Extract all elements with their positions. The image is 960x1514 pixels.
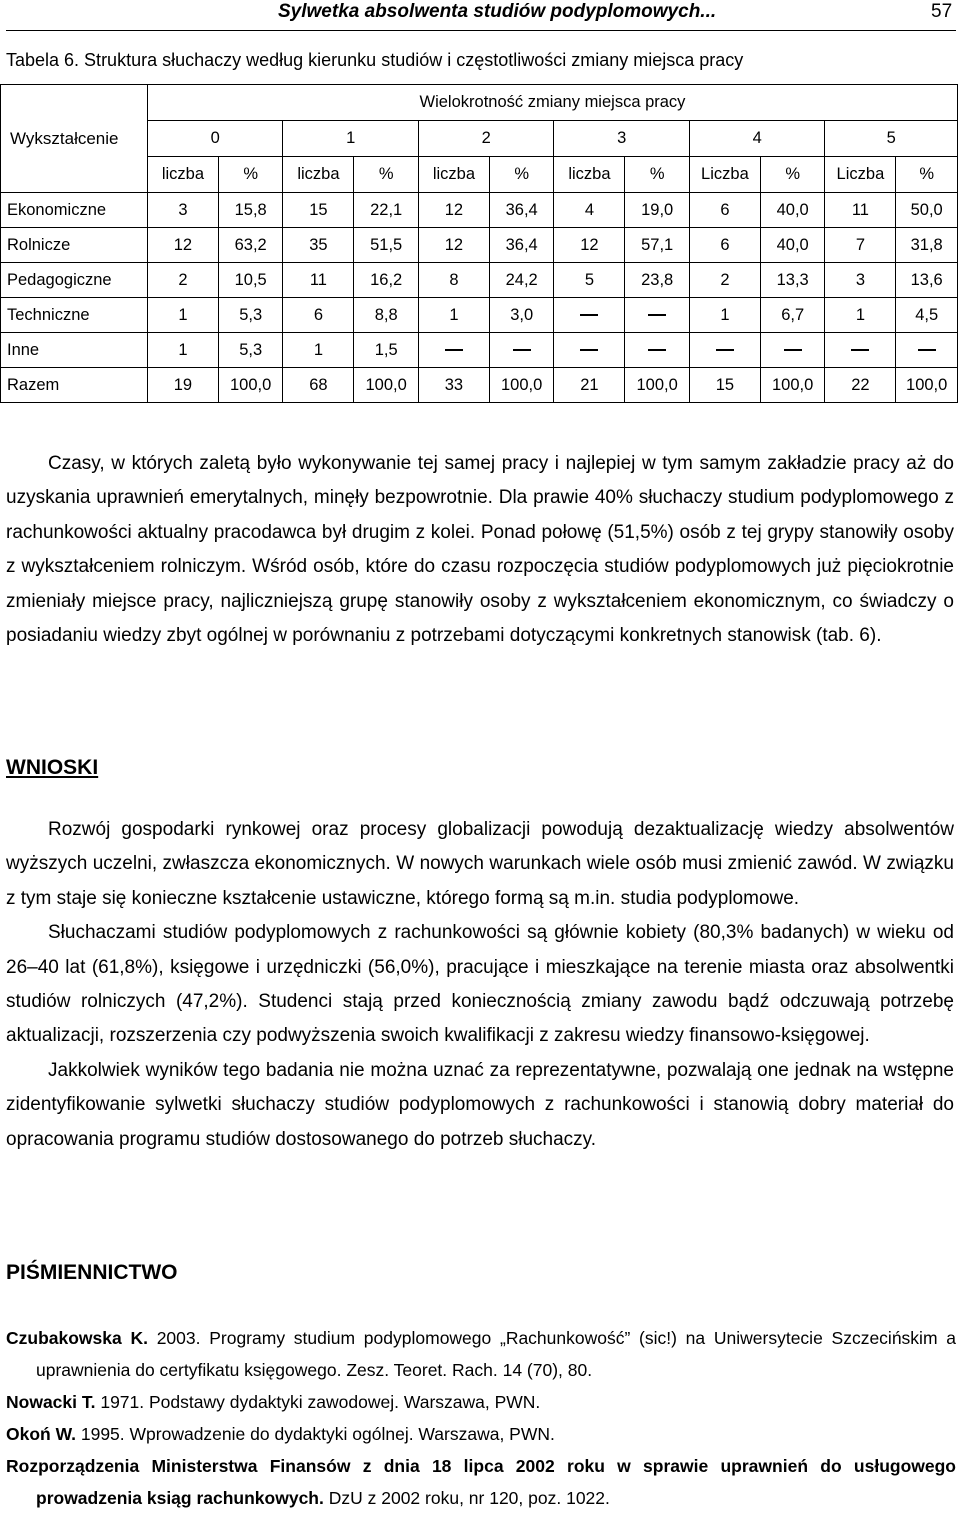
- count-cell: 8: [418, 263, 489, 298]
- conclusions-paragraph: Słuchaczami studiów podyplomowych z rachunkowości są głównie kobiety (80,3% badanych) w wieku od 26–40 lat (61,8%), księgowe i urzędniczki (56,0%), pracujące i mieszkające na terenie miasta oraz absolwentki studiów rolniczych (47,2%). Studenci stają przed koniecznością zmiany zawodu bądź odczuwają potrzebę aktualizacji, rozszerzenia czy podwyższenia swoich kwalifikacji z zakresu wiedzy finansowo-księgowej.: [6, 922, 954, 1047]
- dash-mark: [918, 349, 936, 351]
- percent-cell: 5,3: [218, 333, 283, 368]
- running-title: Sylwetka absolwenta studiów podyplomowych...: [278, 1, 717, 22]
- dash-mark: [648, 349, 666, 351]
- percent-cell: 31,8: [896, 228, 958, 263]
- percent-cell: 16,2: [354, 263, 419, 298]
- table-row: [1, 333, 958, 368]
- percent-cell: 24,2: [489, 263, 554, 298]
- bibliography-heading: PIŚMIENNICTWO: [6, 1261, 178, 1284]
- row-label: Techniczne: [1, 298, 148, 333]
- reference-details: 1971. Podstawy dydaktyki zawodowej. Warszawa, PWN.: [95, 1392, 541, 1412]
- percent-cell: 36,4: [489, 193, 554, 228]
- count-cell: 6: [283, 298, 354, 333]
- percent-cell: [896, 333, 958, 368]
- dash-mark: [513, 349, 531, 351]
- dash-mark: [716, 349, 734, 351]
- percent-cell: 13,6: [896, 263, 958, 298]
- bibliography-entry: [6, 1418, 956, 1450]
- percent-cell: 1,5: [354, 333, 419, 368]
- table-row: [1, 298, 958, 333]
- count-cell: 7: [825, 228, 896, 263]
- count-cell: 35: [283, 228, 354, 263]
- count-cell: 15: [689, 368, 760, 403]
- conclusions-body: [6, 813, 954, 1157]
- count-cell: 21: [554, 368, 625, 403]
- sub-header-count: Liczba: [825, 157, 896, 193]
- sub-header-count: liczba: [554, 157, 625, 193]
- count-cell: 12: [418, 193, 489, 228]
- header-rule: [6, 30, 956, 31]
- percent-cell: [625, 298, 690, 333]
- change-count-header: 0: [147, 121, 283, 157]
- table-row: [1, 368, 958, 403]
- count-cell: 68: [283, 368, 354, 403]
- percent-cell: 51,5: [354, 228, 419, 263]
- percent-cell: 19,0: [625, 193, 690, 228]
- percent-cell: 4,5: [896, 298, 958, 333]
- percent-cell: 22,1: [354, 193, 419, 228]
- count-cell: 15: [283, 193, 354, 228]
- data-table: [0, 84, 958, 403]
- sub-header-percent: %: [760, 157, 825, 193]
- table-caption: Tabela 6. Struktura słuchaczy według kierunku studiów i częstotliwości zmiany miejsca pracy: [6, 50, 744, 70]
- percent-cell: 57,1: [625, 228, 690, 263]
- dash-mark: [851, 349, 869, 351]
- count-cell: 2: [689, 263, 760, 298]
- table-row: [1, 193, 958, 228]
- table-body: [1, 193, 958, 403]
- conclusions-paragraph: Jakkolwiek wyników tego badania nie można uznać za reprezentatywne, pozwalają one jednak na wstępne zidentyfikowanie sylwetki słuchaczy studiów podyplomowych z rachunkowości i stanowią dobry materiał do opracowania programu studiów dostosowanego do potrzeb słuchaczy.: [6, 1059, 954, 1150]
- reference-details: 2003. Programy studium podyplomowego „Rachunkowość” (sic!) na Uniwersytecie Szczecińskim a uprawnienia do certyfikatu księgowego. Zesz. Teoret. Rach. 14 (70), 80.: [36, 1328, 956, 1380]
- change-count-header: 4: [689, 121, 825, 157]
- percent-cell: 63,2: [218, 228, 283, 263]
- row-label: Razem: [1, 368, 148, 403]
- conclusions-heading: WNIOSKI: [6, 756, 99, 779]
- bibliography-list: [6, 1322, 956, 1514]
- row-label: Ekonomiczne: [1, 193, 148, 228]
- percent-cell: [489, 333, 554, 368]
- row-label: Inne: [1, 333, 148, 368]
- reference-author: Czubakowska K.: [6, 1328, 148, 1348]
- intro-paragraph: Czasy, w których zaletą było wykonywanie tej samej pracy i najlepiej w tym samym zakładzie pracy aż do uzyskania uprawnień emerytalnych, minęły bezpowrotnie. Dla prawie 40% słuchaczy studium podyplomowego z rachunkowości aktualny pracodawca był drugim z kolei. Ponad połowę (51,5%) osób z tej grypy stanowiły osoby z wykształceniem rolniczym. Wśród osób, które do czasu rozpoczęcia studiów podyplomowych już pięciokrotnie zmieniały miejsce pracy, najliczniejszą grupę stanowiły osoby z wykształceniem ekonomicznym, co świadczy o posiadaniu wiedzy zbyt ogólnej w porównaniu z potrzebami dotyczącymi konkretnych stanowisk (tab. 6).: [6, 453, 954, 647]
- count-cell: [689, 333, 760, 368]
- sub-header-count: Liczba: [689, 157, 760, 193]
- percent-cell: 15,8: [218, 193, 283, 228]
- percent-cell: 100,0: [625, 368, 690, 403]
- percent-cell: 10,5: [218, 263, 283, 298]
- change-count-header: 5: [825, 121, 958, 157]
- count-cell: 1: [147, 333, 218, 368]
- dash-mark: [580, 314, 598, 316]
- sub-header-percent: %: [489, 157, 554, 193]
- count-cell: 33: [418, 368, 489, 403]
- sub-header-count: liczba: [283, 157, 354, 193]
- percent-cell: [760, 333, 825, 368]
- conclusions-paragraph: Rozwój gospodarki rynkowej oraz procesy globalizacji powodują dezaktualizację wiedzy absolwentów wyższych uczelni, zwłaszcza ekonomicznych. W nowych warunkach wiele osób musi zmienić zawód. W związku z tym staje się konieczne kształcenie ustawiczne, którego formą są m.in. studia podyplomowe.: [6, 819, 954, 909]
- reference-details: DzU z 2002 roku, nr 120, poz. 1022.: [323, 1488, 610, 1508]
- row-label: Rolnicze: [1, 228, 148, 263]
- count-cell: 19: [147, 368, 218, 403]
- dash-mark: [648, 314, 666, 316]
- count-cell: 12: [147, 228, 218, 263]
- count-cell: 3: [147, 193, 218, 228]
- change-count-header: 1: [283, 121, 419, 157]
- sub-header-count: liczba: [418, 157, 489, 193]
- reference-author: Rozporządzenia Ministerstwa Finansów z dnia 18 lipca 2002 roku w sprawie uprawnień do usługowego prowadzenia ksiąg rachunkowych.: [6, 1456, 956, 1508]
- percent-cell: 100,0: [489, 368, 554, 403]
- intro-paragraph-block: [6, 447, 954, 653]
- count-cell: 12: [554, 228, 625, 263]
- count-cell: [825, 333, 896, 368]
- sub-header-count: liczba: [147, 157, 218, 193]
- count-cell: [418, 333, 489, 368]
- running-header: [0, 0, 960, 34]
- bibliography-entry: [6, 1322, 956, 1386]
- percent-cell: [625, 333, 690, 368]
- percent-cell: 100,0: [896, 368, 958, 403]
- dash-mark: [445, 349, 463, 351]
- count-cell: 11: [825, 193, 896, 228]
- percent-cell: 3,0: [489, 298, 554, 333]
- reference-author: Nowacki T.: [6, 1392, 96, 1412]
- percent-cell: 36,4: [489, 228, 554, 263]
- table-row: [1, 228, 958, 263]
- change-count-header: 2: [418, 121, 554, 157]
- count-cell: [554, 298, 625, 333]
- count-cell: 1: [147, 298, 218, 333]
- sub-header-percent: %: [354, 157, 419, 193]
- percent-cell: 100,0: [218, 368, 283, 403]
- group-header: Wielokrotność zmiany miejsca pracy: [147, 85, 957, 121]
- count-cell: 4: [554, 193, 625, 228]
- percent-cell: 23,8: [625, 263, 690, 298]
- percent-cell: 100,0: [354, 368, 419, 403]
- percent-cell: 13,3: [760, 263, 825, 298]
- percent-cell: 6,7: [760, 298, 825, 333]
- page-number: 57: [931, 1, 953, 22]
- corner-header: Wykształcenie: [1, 85, 148, 193]
- dash-mark: [784, 349, 802, 351]
- sub-header-percent: %: [896, 157, 958, 193]
- percent-cell: 50,0: [896, 193, 958, 228]
- count-cell: 1: [689, 298, 760, 333]
- count-cell: 5: [554, 263, 625, 298]
- count-cell: 2: [147, 263, 218, 298]
- dash-mark: [580, 349, 598, 351]
- count-cell: 6: [689, 228, 760, 263]
- sub-header-percent: %: [218, 157, 283, 193]
- count-cell: 22: [825, 368, 896, 403]
- count-cell: 6: [689, 193, 760, 228]
- row-label: Pedagogiczne: [1, 263, 148, 298]
- count-cell: [554, 333, 625, 368]
- percent-cell: 40,0: [760, 228, 825, 263]
- count-cell: 12: [418, 228, 489, 263]
- reference-author: Okoń W.: [6, 1424, 76, 1444]
- sub-header-percent: %: [625, 157, 690, 193]
- count-cell: 3: [825, 263, 896, 298]
- bibliography-entry: [6, 1450, 956, 1514]
- percent-cell: 40,0: [760, 193, 825, 228]
- count-cell: 1: [283, 333, 354, 368]
- percent-cell: 5,3: [218, 298, 283, 333]
- table-row: [1, 263, 958, 298]
- count-cell: 11: [283, 263, 354, 298]
- count-cell: 1: [418, 298, 489, 333]
- count-cell: 1: [825, 298, 896, 333]
- change-count-header: 3: [554, 121, 690, 157]
- percent-cell: 100,0: [760, 368, 825, 403]
- reference-details: 1995. Wprowadzenie do dydaktyki ogólnej. Warszawa, PWN.: [76, 1424, 555, 1444]
- bibliography-entry: [6, 1386, 956, 1418]
- percent-cell: 8,8: [354, 298, 419, 333]
